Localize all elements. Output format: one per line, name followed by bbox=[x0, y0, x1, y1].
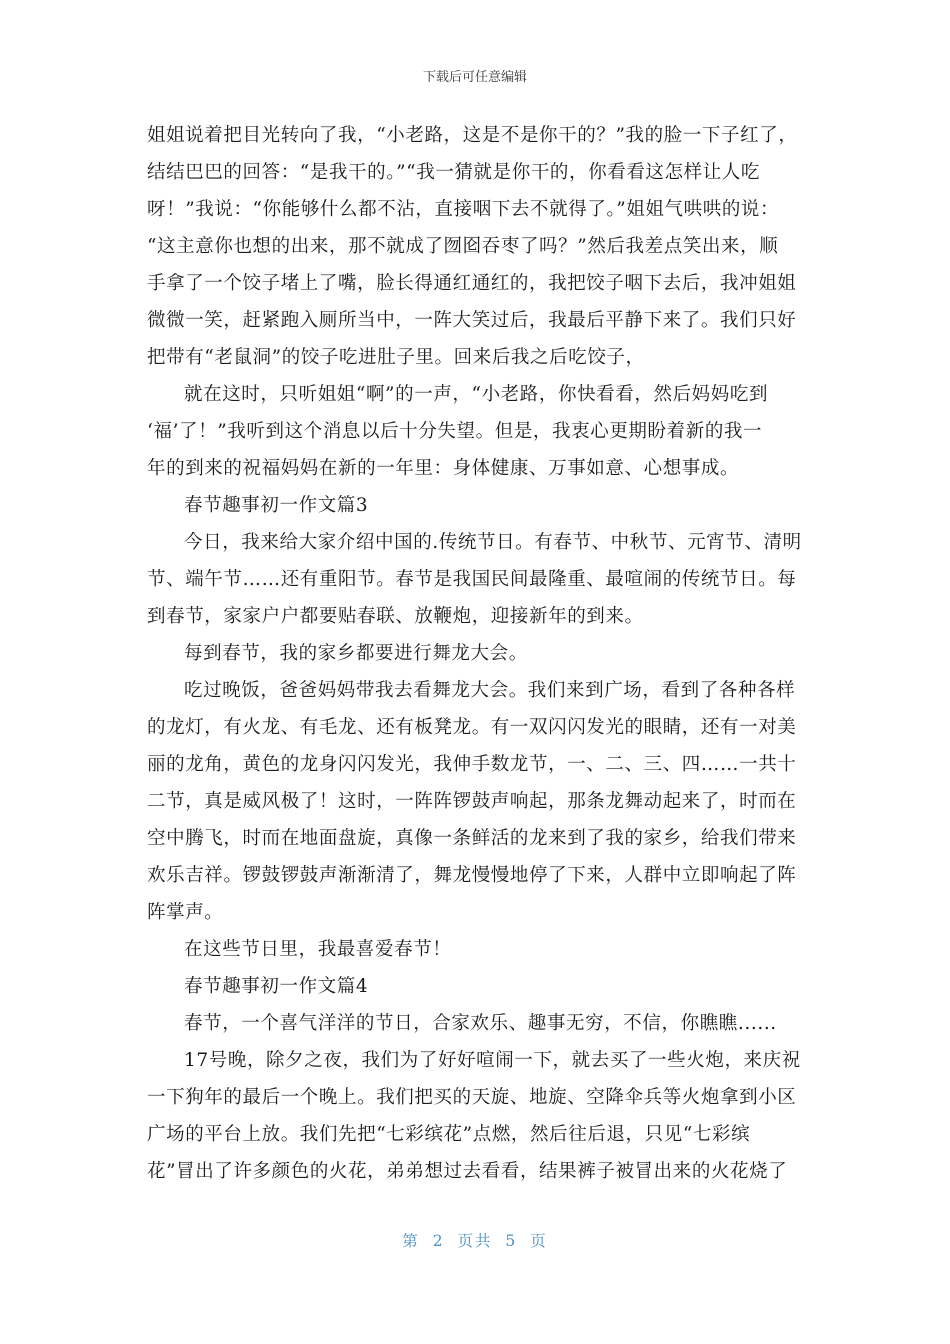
text-line: 春节，一个喜气洋洋的节日，合家欢乐、趣事无穷，不信，你瞧瞧...... bbox=[184, 1013, 777, 1034]
text-line: ‘福’了！”我听到这个消息以后十分失望。但是，我衷心更期盼着新的我一 bbox=[147, 421, 763, 442]
text-line: 到春节，家家户户都要贴春联、放鞭炮，迎接新年的到来。 bbox=[147, 606, 644, 627]
text-line: 17号晚，除夕之夜，我们为了好好喧闹一下，就去买了一些火炮，来庆祝 bbox=[184, 1050, 801, 1071]
text-line: 呀！”我说：“你能够什么都不沾，直接咽下去不就得了。”姐姐气哄哄的说： bbox=[147, 199, 780, 220]
text-line: 丽的龙角，黄色的龙身闪闪发光，我伸手数龙节，一、二、三、四……一共十 bbox=[147, 754, 797, 775]
text-line: 就在这时，只听姐姐“啊”的一声，“小老路，你快看看，然后妈妈吃到 bbox=[184, 384, 769, 405]
text-line: 微微一笑，赶紧跑入厕所当中，一阵大笑过后，我最后平静下来了。我们只好 bbox=[147, 310, 797, 331]
text-line: 年的到来的祝福妈妈在新的一年里：身体健康、万事如意、心想事成。 bbox=[147, 458, 740, 479]
text-line: 花”冒出了许多颜色的火花，弟弟想过去看看，结果裤子被冒出来的火花烧了 bbox=[147, 1161, 788, 1182]
text-line: 阵掌声。 bbox=[147, 902, 224, 923]
text-line: 广场的平台上放。我们先把“七彩缤花”点燃，然后往后退，只见“七彩缤 bbox=[147, 1124, 751, 1145]
page-header: 下载后可任意编辑 bbox=[422, 70, 527, 85]
text-line: 空中腾飞，时而在地面盘旋，真像一条鲜活的龙来到了我的家乡，给我们带来 bbox=[147, 828, 797, 849]
text-line: 吃过晚饭，爸爸妈妈带我去看舞龙大会。我们来到广场，看到了各种各样 bbox=[184, 680, 796, 701]
section-heading: 春节趣事初一作文篇3 bbox=[184, 495, 369, 516]
text-line: 在这些节日里，我最喜爱春节！ bbox=[184, 939, 452, 960]
text-line: 二节，真是威风极了！这时，一阵阵锣鼓声响起，那条龙舞动起来了，时而在 bbox=[147, 791, 797, 812]
text-line: 姐姐说着把目光转向了我，“小老路，这是不是你干的？”我的脸一下子红了， bbox=[147, 125, 798, 146]
section-heading: 春节趣事初一作文篇4 bbox=[184, 976, 369, 997]
text-line: 节、端午节……还有重阳节。春节是我国民间最隆重、最喧闹的传统节日。每 bbox=[147, 569, 797, 590]
document-body bbox=[147, 117, 809, 1190]
text-line: 欢乐吉祥。锣鼓锣鼓声渐渐清了，舞龙慢慢地停了下来，人群中立即响起了阵 bbox=[147, 865, 797, 886]
text-line: 一下狗年的最后一个晚上。我们把买的天旋、地旋、空降伞兵等火炮拿到小区 bbox=[147, 1087, 797, 1108]
text-line: 结结巴巴的回答：“是我干的。”“我一猜就是你干的，你看看这怎样让人吃 bbox=[147, 162, 761, 183]
text-line: “这主意你也想的出来，那不就成了囫囵吞枣了吗？”然后我差点笑出来，顺 bbox=[147, 236, 779, 257]
text-line: 的龙灯，有火龙、有毛龙、还有板凳龙。有一双闪闪发光的眼睛，还有一对美 bbox=[147, 717, 797, 738]
page-number-footer: 第 2 页共 5 页 bbox=[402, 1232, 548, 1250]
text-line: 把带有“老鼠洞”的饺子吃进肚子里。回来后我之后吃饺子， bbox=[147, 347, 645, 368]
text-line: 今日，我来给大家介绍中国的.传统节日。有春节、中秋节、元宵节、清明 bbox=[184, 532, 802, 553]
text-line: 每到春节，我的家乡都要进行舞龙大会。 bbox=[184, 643, 528, 664]
text-line: 手拿了一个饺子堵上了嘴，脸长得通红通红的，我把饺子咽下去后，我冲姐姐 bbox=[147, 273, 797, 294]
